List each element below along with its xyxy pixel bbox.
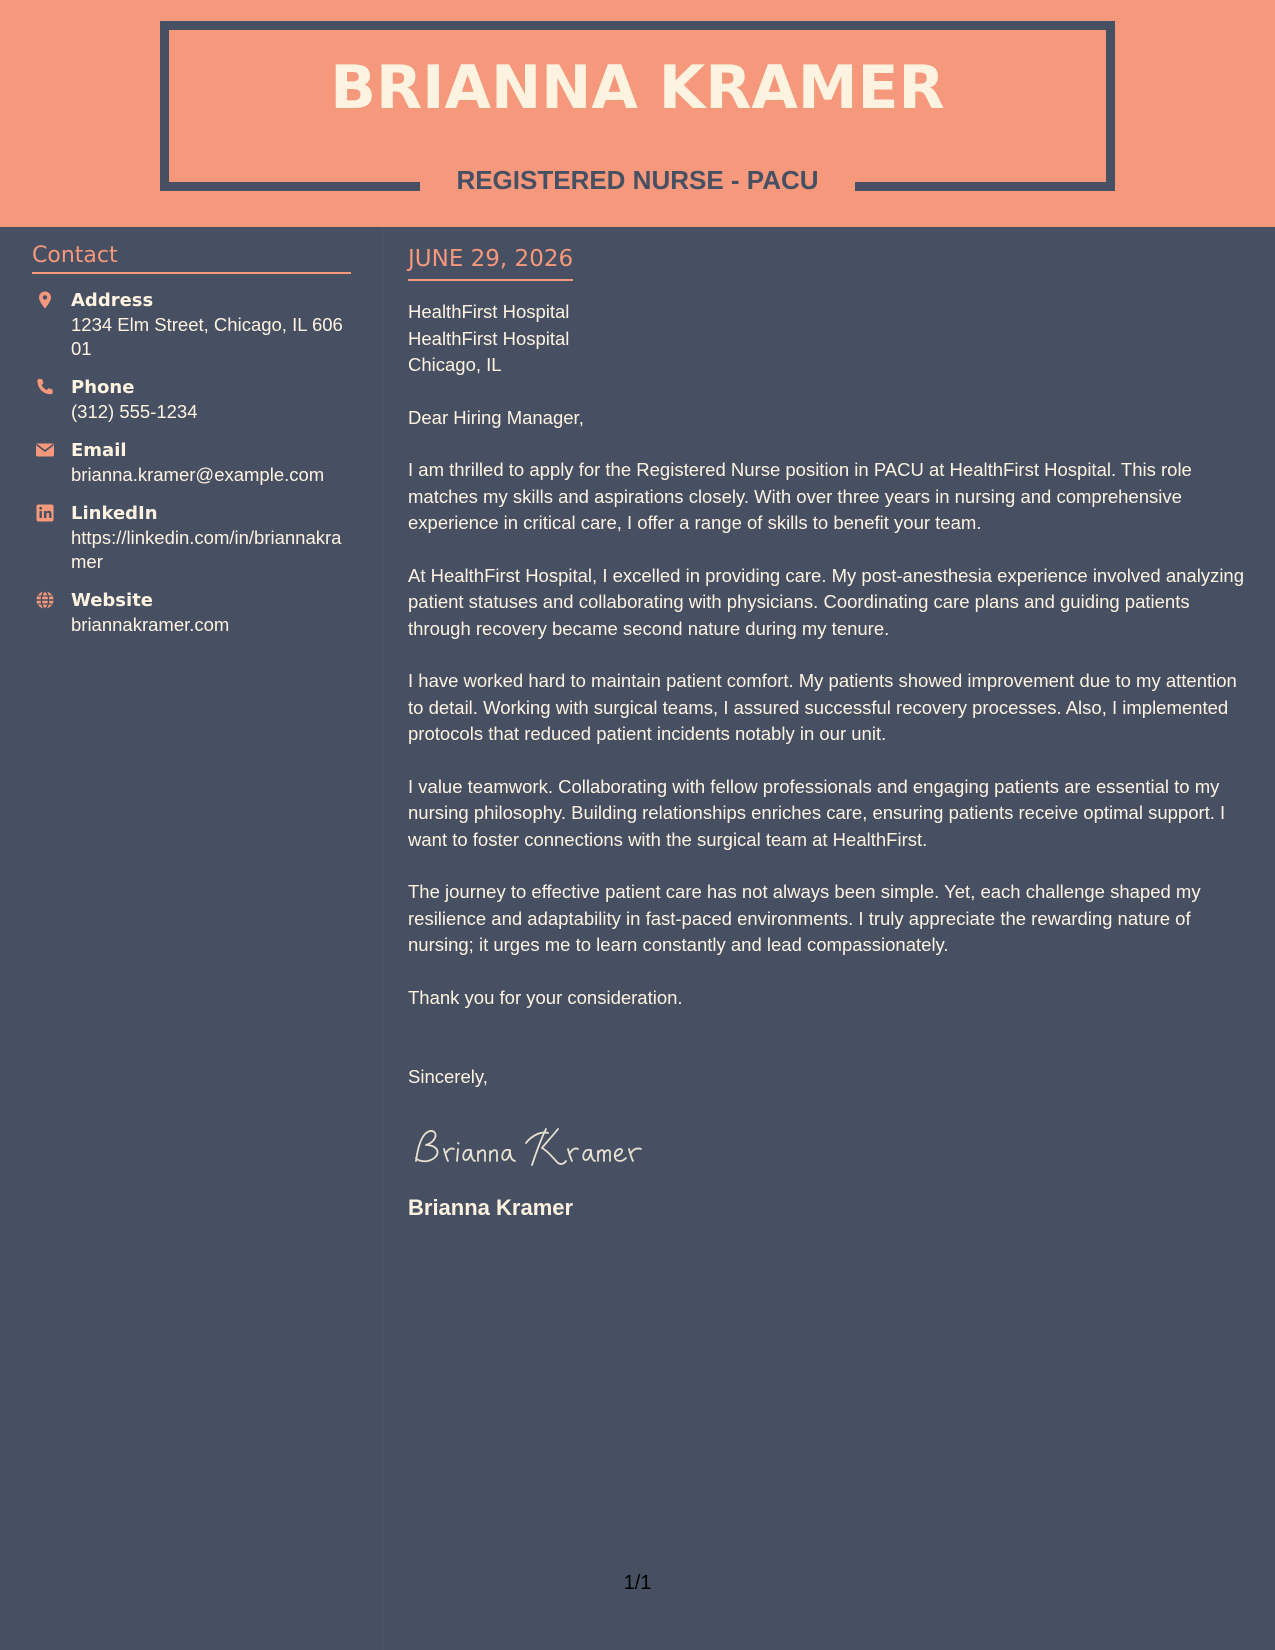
header-frame-rule-left [160,182,420,191]
envelope-icon [35,440,55,460]
job-title: REGISTERED NURSE - PACU [456,165,819,195]
contact-value: 1234 Elm Street, Chicago, IL 60601 [71,314,343,359]
contact-email [32,438,351,487]
recipient-line: HealthFirst Hospital [408,327,570,349]
phone-icon [35,377,55,397]
header-banner [0,0,1275,227]
map-pin-icon [35,290,55,310]
contact-value: brianna.kramer@example.com [71,464,325,485]
signer-name: Brianna Kramer [408,1194,574,1220]
letter-date: JUNE 29, 2026 [408,245,573,281]
contact-value: briannakramer.com [71,614,230,635]
contact-sidebar [32,243,351,637]
page-number: 1/1 [623,1572,652,1594]
body-paragraph: I value teamwork. Collaborating with fellow professionals and engaging patients are essential to my nursing philosophy. Building relationships enriches care, ensuring patients receive optimal support. I want to foster connections with the surgical team at HealthFirst. [408,775,1226,850]
contact-label: Address [71,290,154,311]
contact-heading: Contact [32,243,351,274]
letter-body [408,245,1245,1222]
body-paragraph: I am thrilled to apply for the Registered Nurse position in PACU at HealthFirst Hospital. This role matches my skills and aspirations closely. With over three years in nursing and comprehensive experience in critical care, I offer a range of skills to benefit your team. [408,459,1192,533]
contact-label: Phone [71,377,135,398]
recipient-line: HealthFirst Hospital [408,301,570,322]
closing: Sincerely, [408,1066,488,1087]
recipient-line: Chicago, IL [408,354,502,375]
contact-label: Email [71,440,127,461]
contact-linkedin [32,501,351,574]
salutation: Dear Hiring Manager, [408,406,584,428]
contact-label: Website [71,590,154,611]
body-paragraph: At HealthFirst Hospital, I excelled in providing care. My post-anesthesia experience involved analyzing patient statuses and collaborating with physicians. Coordinating care plans and guiding patients through recovery became second nature during my tenure. [408,564,1245,639]
contact-value: https://linkedin.com/in/briannakramer [71,527,342,572]
header-frame-rule-right [855,182,1115,191]
linkedin-icon [35,503,55,523]
signature-text: Brianna Kramer [408,1168,416,1170]
thank-you-line: Thank you for your consideration. [408,986,683,1008]
globe-icon [35,590,55,610]
contact-address [32,288,351,361]
contact-value: (312) 555-1234 [71,401,198,422]
applicant-name: BRIANNA KRAMER [330,53,945,123]
contact-phone [32,375,351,424]
handwritten-signature [408,1121,678,1171]
body-paragraph: The journey to effective patient care has not always been simple. Yet, each challenge shaped my resilience and adaptability in fast-paced environments. I truly appreciate the rewarding nature of nursing; it urges me to learn constantly and lead compassionately. [408,881,1201,955]
recipient-block [408,299,1245,379]
contact-label: LinkedIn [71,503,158,524]
body-paragraph: I have worked hard to maintain patient comfort. My patients showed improvement due to my attention to detail. Working with surgical teams, I assured successful recovery processes. Also, I implemented protocols that reduced patient incidents notably in our unit. [408,670,1237,744]
column-divider [382,227,383,1650]
contact-website [32,588,351,637]
